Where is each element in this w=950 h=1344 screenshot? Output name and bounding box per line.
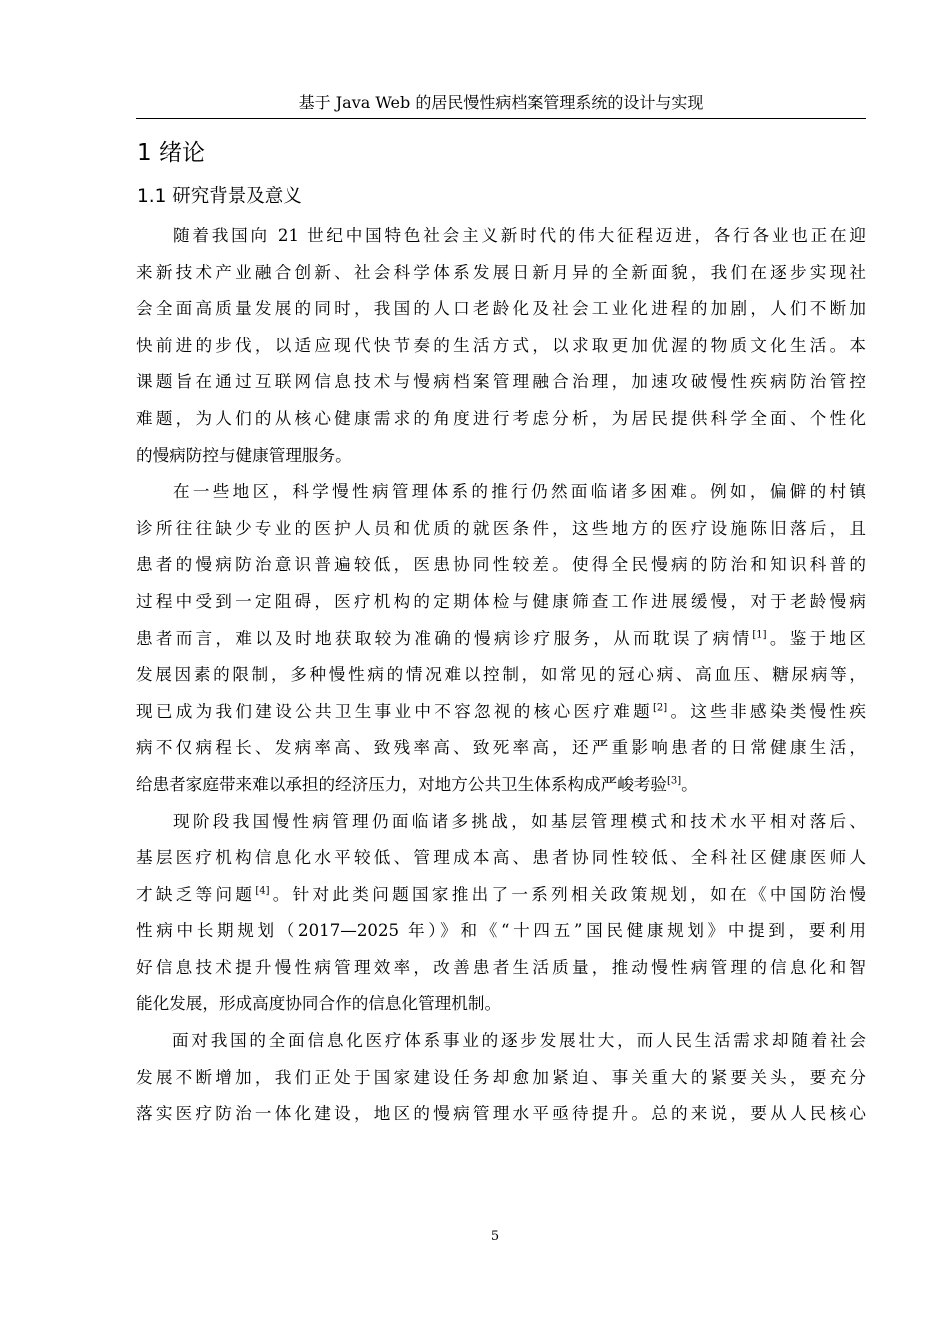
text-line: 难题，为人们的从核心健康需求的角度进行考虑分析，为居民提供科学全面、个性化 [136,408,866,428]
text-line-with-citation [136,621,866,658]
text-line: 随着我国向 21 世纪中国特色社会主义新时代的伟大征程迈进，各行各业也正在迎 [173,226,866,245]
text-line: 落实医疗防治一体化建设，地区的慢病管理水平亟待提升。总的来说，要从人民核心 [136,1104,866,1124]
text-line: 能化发展，形成高度协同合作的信息化管理机制。 [136,994,502,1014]
citation-ref: [2] [653,702,668,714]
paragraph-3 [136,804,866,1024]
paragraph-4 [136,1023,866,1133]
text-line: 的慢病防控与健康管理服务。 [136,445,352,465]
citation-ref: [3] [667,775,682,787]
text-line: 诊所往往缺少专业的医护人员和优质的就医条件，这些地方的医疗设施陈旧落后，且 [136,518,866,538]
citation-ref: [1] [752,629,767,640]
text-segment: 现已成为我们建设公共卫生事业中不容忽视的核心医疗难题 [136,701,653,721]
citation-ref: [4] [255,885,270,897]
text-line: 基层医疗机构信息化水平较低、管理成本高、患者协同性较低、全科社区健康医师人 [136,848,866,868]
text-line: 课题旨在通过互联网信息技术与慢病档案管理融合治理，加速攻破慢性疾病防治管控 [136,372,866,392]
text-line: 患者的慢病防治意识普遍较低，医患协同性较差。使得全民慢病的防治和知识科普的 [136,555,866,575]
text-line: 在一些地区，科学慢性病管理体系的推行仍然面临诸多困难。例如，偏僻的村镇 [173,482,866,502]
text-segment: 。鉴于地区 [766,628,866,648]
chapter-title: 1 绪论 [137,140,205,166]
text-line: 发展不断增加，我们正处于国家建设任务却愈加紧迫、事关重大的紧要关头，要充分 [136,1067,866,1087]
page-number: 5 [490,1229,500,1244]
text-line-with-citation [136,767,866,804]
running-header-title: 基于 Java Web 的居民慢性病档案管理系统的设计与实现 [298,93,704,112]
text-line: 病不仅病程长、发病率高、致残率高、致死率高，还严重影响患者的日常健康生活， [136,738,866,758]
section-title: 1.1 研究背景及意义 [137,186,302,207]
running-header [136,92,866,119]
paragraph-1 [136,218,866,474]
text-segment: 才缺乏等问题 [136,884,256,904]
body-text [136,218,866,1133]
text-line: 过程中受到一定阻碍，医疗机构的定期体检与健康筛查工作进展缓慢，对于老龄慢病 [136,591,866,611]
text-segment: 给患者家庭带来难以承担的经济压力，对地方公共卫生体系构成严峻考验 [136,774,667,794]
text-line-with-citation [136,877,866,914]
text-segment: 。这些非感染类慢性疾 [667,701,867,721]
text-line: 面对我国的全面信息化医疗体系事业的逐步发展壮大，而人民生活需求却随着社会 [172,1031,866,1051]
text-line: 发展因素的限制，多种慢性病的情况难以控制，如常见的冠心病、高血压、糖尿病等， [136,665,866,685]
text-line: 会全面高质量发展的同时，我国的人口老龄化及社会工业化进程的加剧，人们不断加 [136,299,866,319]
text-line: 好信息技术提升慢性病管理效率，改善患者生活质量，推动慢性病管理的信息化和智 [136,957,866,977]
paragraph-2 [136,474,866,803]
text-segment: 。针对此类问题国家推出了一系列相关政策规划，如在《中国防治慢 [269,884,867,904]
text-line: 来新技术产业融合创新、社会科学体系发展日新月异的全新面貌，我们在逐步实现社 [136,262,866,282]
text-line: 快前进的步伐，以适应现代快节奏的生活方式，以求取更加优渥的物质文化生活。本 [136,335,866,355]
text-line-with-citation [136,694,866,731]
text-segment: 。 [681,774,698,794]
text-line: 性病中长期规划（2017—2025 年）》和《“十四五”国民健康规划》中提到，要利用 [136,921,866,941]
text-segment: 患者而言，难以及时地获取较为准确的慢病诊疗服务，从而耽误了病情 [136,628,753,648]
text-line: 现阶段我国慢性病管理仍面临诸多挑战，如基层管理模式和技术水平相对落后、 [173,811,866,831]
